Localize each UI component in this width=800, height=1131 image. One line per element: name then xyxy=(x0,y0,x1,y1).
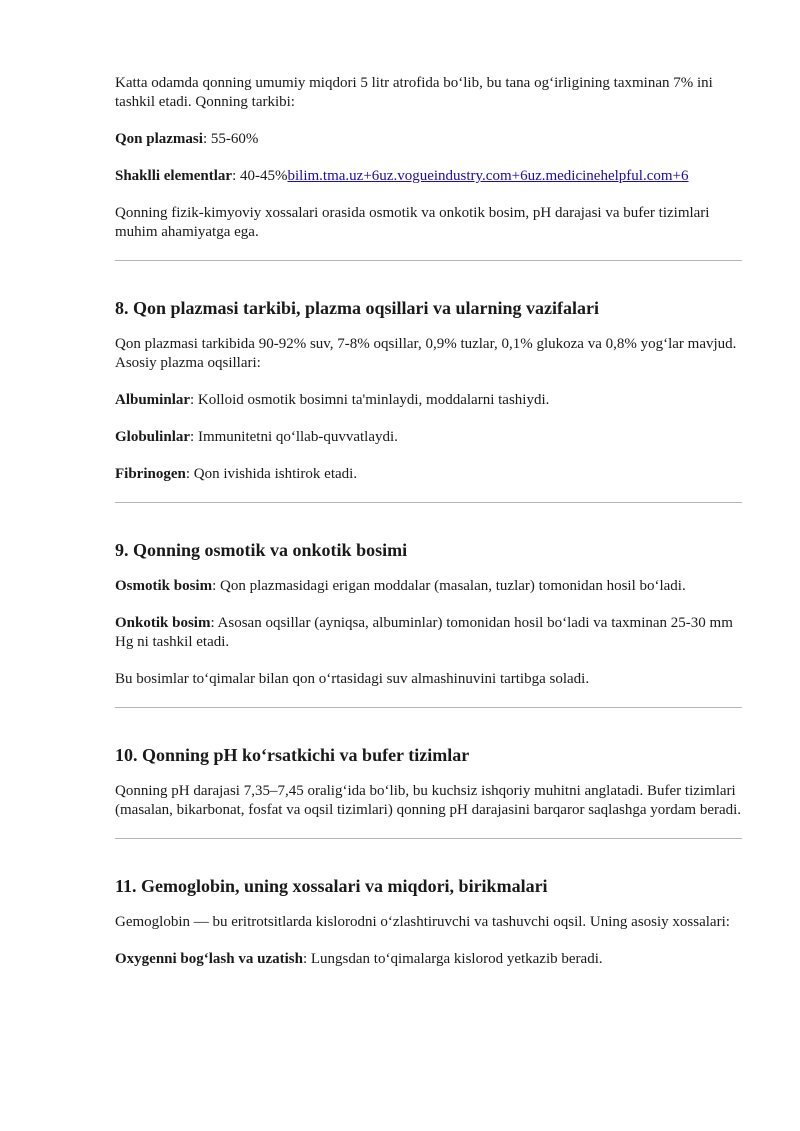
globulin-label: Globulinlar xyxy=(115,429,191,445)
plasma-label: Qon plazmasi xyxy=(115,131,203,147)
albumin-text: : Kolloid osmotik bosimni ta'minlaydi, moddalarni tashiydi. xyxy=(190,392,550,408)
fibrinogen-label: Fibrinogen xyxy=(115,466,186,482)
intro-paragraph: Katta odamda qonning umumiy miqdori 5 litr atrofida bo‘lib, bu tana og‘irligining taxminan 7% ini tashkil etadi. Qonning tarkibi: xyxy=(115,75,713,110)
elements-label: Shaklli elementlar xyxy=(115,168,233,184)
globulin-item xyxy=(115,428,742,447)
section-9-paragraph: Bu bosimlar to‘qimalar bilan qon o‘rtasidagi suv almashinuvini tartibga soladi. xyxy=(115,671,590,687)
fibrinogen-text: : Qon ivishida ishtirok etadi. xyxy=(185,466,358,482)
section-11-paragraph: Gemoglobin — bu eritrotsitlarda kislorodni o‘zlashtiruvchi va tashuvchi oqsil. Uning asosiy xossalari: xyxy=(115,914,730,930)
divider xyxy=(115,260,742,261)
oxygen-item xyxy=(115,950,742,969)
oxygen-text: : Lungsdan to‘qimalarga kislorod yetkazib beradi. xyxy=(302,951,603,967)
section-11-title: 11. Gemoglobin, uning xossalari va miqdori, birikmalari xyxy=(115,876,548,896)
oncotic-label: Onkotik bosim xyxy=(115,615,211,631)
section-9-title: 9. Qonning osmotik va onkotik bosimi xyxy=(115,540,408,560)
osmotic-item xyxy=(115,577,742,596)
globulin-text: : Immunitetni qo‘llab-quvvatlaydi. xyxy=(190,429,398,445)
divider xyxy=(115,502,742,503)
elements-item xyxy=(115,167,742,186)
osmotic-text: : Qon plazmasidagi erigan moddalar (masalan, tuzlar) tomonidan hosil bo‘ladi. xyxy=(212,578,686,594)
oncotic-item xyxy=(115,614,742,652)
section-8-paragraph: Qon plazmasi tarkibida 90-92% suv, 7-8% oqsillar, 0,9% tuzlar, 0,1% glukoza va 0,8% yog‘lar mavjud. Asosiy plazma oqsillari: xyxy=(115,336,737,371)
albumin-item xyxy=(115,391,742,410)
plasma-item xyxy=(115,130,742,149)
plasma-value: : 55-60% xyxy=(202,131,259,147)
osmotic-label: Osmotik bosim xyxy=(115,578,213,594)
source-link[interactable]: bilim.tma.uz+6uz.vogueindustry.com+6uz.medicinehelpful.com+6 xyxy=(287,168,689,184)
fibrinogen-item xyxy=(115,465,742,484)
section-10-title: 10. Qonning pH ko‘rsatkichi va bufer tizimlar xyxy=(115,745,470,765)
elements-value: : 40-45% xyxy=(232,168,288,184)
intro-paragraph-2: Qonning fizik-kimyoviy xossalari orasida osmotik va onkotik bosim, pH darajasi va bufer tizimlari muhim ahamiyatga ega. xyxy=(115,205,710,240)
albumin-label: Albuminlar xyxy=(115,392,191,408)
divider xyxy=(115,707,742,708)
oxygen-label: Oxygenni bog‘lash va uzatish xyxy=(115,951,303,967)
section-8-title: 8. Qon plazmasi tarkibi, plazma oqsillari va ularning vazifalari xyxy=(115,298,600,318)
divider xyxy=(115,838,742,839)
oncotic-text: : Asosan oqsillar (ayniqsa, albuminlar) tomonidan hosil bo‘ladi va taxminan 25-30 mm Hg ni tashkil etadi. xyxy=(115,615,733,650)
section-10-paragraph: Qonning pH darajasi 7,35–7,45 oralig‘ida bo‘lib, bu kuchsiz ishqoriy muhitni anglatadi. Bufer tizimlari (masalan, bikarbonat, fosfat va oqsil tizimlari) qonning pH darajasini barqaror saqlashga yordam beradi. xyxy=(115,783,742,818)
